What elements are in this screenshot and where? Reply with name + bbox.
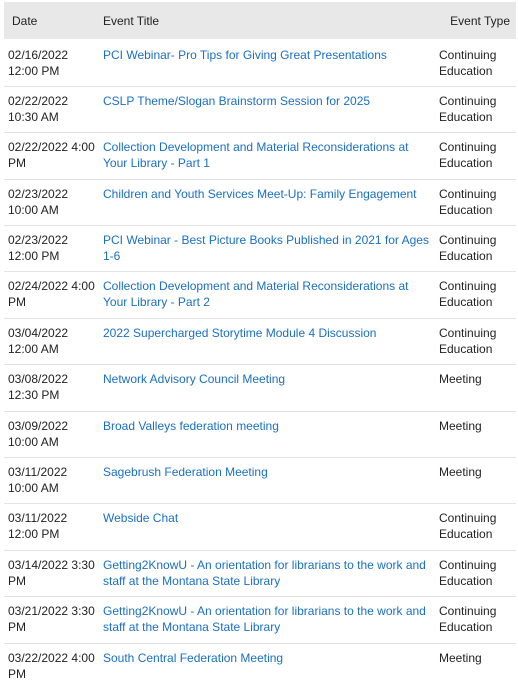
event-title-link[interactable]: Collection Development and Material Reconsiderations at Your Library - Part 1 xyxy=(103,140,409,171)
event-title-cell xyxy=(101,272,437,318)
event-title-cell xyxy=(101,40,437,86)
table-row xyxy=(4,550,516,596)
event-title-cell xyxy=(101,86,437,132)
event-title-link[interactable]: PCI Webinar- Pro Tips for Giving Great Presentations xyxy=(103,48,387,62)
event-title-link[interactable]: Sagebrush Federation Meeting xyxy=(103,465,268,480)
table-row xyxy=(4,504,516,550)
events-table-body xyxy=(4,40,516,682)
event-date: 02/22/2022 10:30 AM xyxy=(8,93,69,124)
event-title-cell xyxy=(101,504,437,550)
column-header-event-type[interactable]: Event Type xyxy=(437,2,516,40)
event-date: 03/04/2022 12:00 AM xyxy=(8,325,69,356)
event-date: 03/11/2022 10:00 AM xyxy=(8,465,68,496)
event-title-cell xyxy=(101,458,437,504)
event-type: Meeting xyxy=(439,418,482,433)
event-title-cell xyxy=(101,179,437,225)
table-row xyxy=(4,86,516,132)
event-date: 03/21/2022 3:30 PM xyxy=(8,604,95,635)
event-title-link[interactable]: Getting2KnowU - An orientation for librarians to the work and staff at the Montana State Library xyxy=(103,604,426,635)
event-type: Continuing Education xyxy=(439,48,497,78)
event-title-cell xyxy=(101,411,437,457)
event-title-cell xyxy=(101,226,437,272)
event-date: 03/08/2022 12:30 PM xyxy=(8,372,69,403)
table-row xyxy=(4,226,516,272)
event-title-cell xyxy=(101,597,437,643)
event-date: 02/23/2022 12:00 PM xyxy=(8,233,69,264)
event-date: 03/22/2022 4:00 PM xyxy=(8,650,95,681)
event-date: 03/09/2022 10:00 AM xyxy=(8,418,69,449)
event-type: Continuing Education xyxy=(439,557,497,588)
event-type: Continuing Education xyxy=(439,325,497,356)
table-row xyxy=(4,272,516,318)
event-type: Meeting xyxy=(439,372,482,387)
table-row xyxy=(4,179,516,225)
event-type: Continuing Education xyxy=(439,93,497,124)
table-row xyxy=(4,458,516,504)
table-row xyxy=(4,411,516,457)
table-row xyxy=(4,318,516,364)
table-row xyxy=(4,365,516,411)
event-title-cell xyxy=(101,318,437,364)
event-title-link[interactable]: CSLP Theme/Slogan Brainstorm Session for 2025 xyxy=(103,93,371,108)
event-title-cell xyxy=(101,133,437,179)
event-date: 03/11/2022 12:00 PM xyxy=(8,511,68,542)
event-date: 02/22/2022 4:00 PM xyxy=(8,140,95,171)
table-row xyxy=(4,597,516,643)
event-type: Continuing Education xyxy=(439,186,497,217)
event-title-cell xyxy=(101,550,437,596)
event-title-link[interactable]: Getting2KnowU - An orientation for librarians to the work and staff at the Montana State Library xyxy=(103,557,426,588)
event-date: 02/24/2022 4:00 PM xyxy=(8,279,95,310)
header-row xyxy=(4,2,516,40)
column-header-event-title[interactable]: Event Title xyxy=(101,2,437,40)
events-table-header xyxy=(4,2,516,40)
table-row xyxy=(4,643,516,682)
event-title-link[interactable]: Broad Valleys federation meeting xyxy=(103,418,279,433)
event-date: 02/23/2022 10:00 AM xyxy=(8,186,69,217)
event-title-link[interactable]: Webside Chat xyxy=(103,511,179,526)
table-row xyxy=(4,40,516,86)
table-row xyxy=(4,133,516,179)
event-date: 03/14/2022 3:30 PM xyxy=(8,557,95,588)
event-date: 02/16/2022 12:00 PM xyxy=(8,48,69,78)
event-title-link[interactable]: Collection Development and Material Reconsiderations at Your Library - Part 2 xyxy=(103,279,409,310)
event-title-cell xyxy=(101,365,437,411)
event-type: Continuing Education xyxy=(439,140,497,171)
event-title-link[interactable]: Network Advisory Council Meeting xyxy=(103,372,286,387)
event-type: Continuing Education xyxy=(439,604,497,635)
event-type: Continuing Education xyxy=(439,233,497,264)
event-title-link[interactable]: 2022 Supercharged Storytime Module 4 Discussion xyxy=(103,325,377,340)
event-title-link[interactable]: South Central Federation Meeting xyxy=(103,650,284,665)
event-type: Meeting xyxy=(439,465,482,480)
event-type: Continuing Education xyxy=(439,279,497,310)
column-header-date[interactable]: Date xyxy=(4,2,101,40)
event-title-cell xyxy=(101,643,437,682)
event-title-link[interactable]: PCI Webinar - Best Picture Books Published in 2021 for Ages 1-6 xyxy=(103,233,429,264)
event-title-link[interactable]: Children and Youth Services Meet-Up: Family Engagement xyxy=(103,186,417,201)
event-type: Meeting xyxy=(439,650,482,665)
events-table xyxy=(4,2,516,682)
event-type: Continuing Education xyxy=(439,511,497,542)
